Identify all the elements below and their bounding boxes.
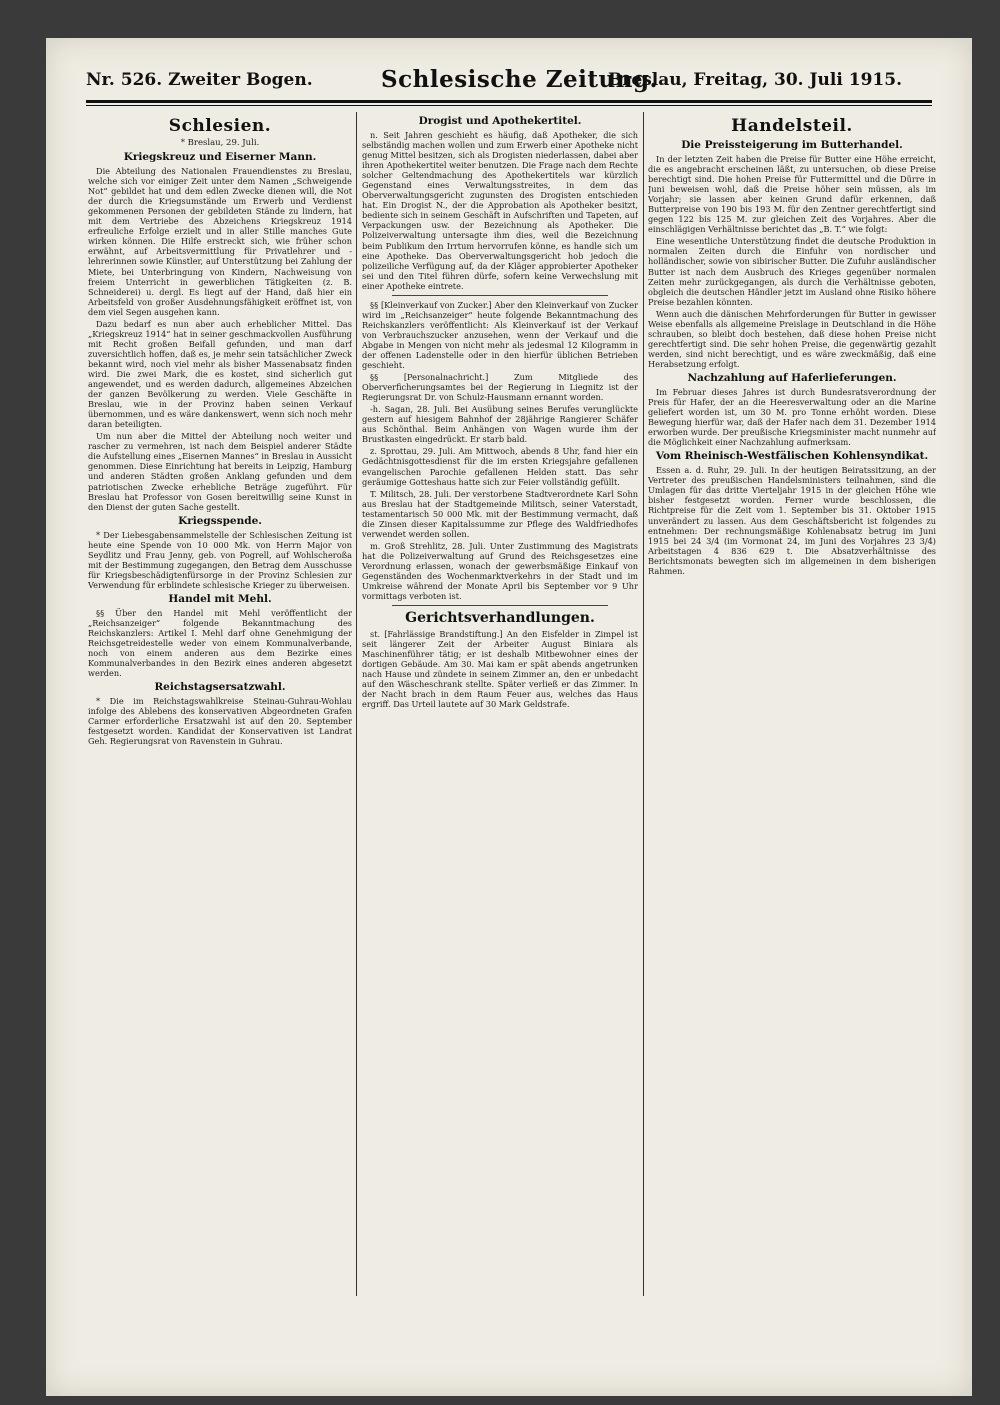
article-heading: Handel mit Mehl.: [168, 592, 272, 605]
divider: [392, 295, 608, 296]
paragraph: Die Abteilung des Nationalen Frauendienstes zu Breslau, welche sich vor einiger Zeit unter dem Namen „Schweigende Not“ gebildet hat und dem edlen Zwecke dienen will, die Not der durch die Kriegsumstände um Erwerb und Verdienst gekommenen Personen der gebildeten Stände zu lindern, hat mit dem Vertriebe des Abzeichens Kriegskreuz 1914 erfreuliche Erfolge erzielt und in aller Stille manches Gute wirken können. Die Hilfe erstreckt sich, wie früher schon erwähnt, auf Arbeitsvermittlung für Privatlehrer und -lehrerinnen sowie Künstler, auf Unterstützung bei Zahlung der Miete, bei Unterbringung von Kindern, Nachweisung von freiem Unterricht in gewerblichen Tätigkeiten (z. B. Schneiderei) u. dergl. Es liegt auf der Hand, daß hier ein Arbeitsfeld von großer Ausdehnungsfähigkeit eröffnet ist, von dem viel Segen ausgehen kann.: [88, 166, 352, 317]
paragraph: §§ Über den Handel mit Mehl veröffentlicht der „Reichsanzeiger“ folgende Bekanntmachung des Reichskanzlers: Artikel I. Mehl darf ohne Genehmigung der Reichsgetreidestelle weder von einem Kommunalverbande, noch von einem anderen aus dem Bezirke eines Kommunalverbandes in den Bezirk eines anderen abgesetzt werden.: [88, 607, 352, 679]
paragraph: Dazu bedarf es nun aber auch erheblicher Mittel. Das „Kriegskreuz 1914“ hat in seiner geschmackvollen Ausführung mit Recht großen Beifall gefunden, und man darf zuversichtlich hoffen, daß es, je mehr sein tatsächlicher Zweck bekannt wird, noch viel mehr als bisher Massenabsatz finden wird. Die zwei Mark, die es kostet, sind sicherlich gut angewendet, und es werden dadurch, allgemeines Abzeichen der ganzen Bevölkerung zu werden. Viele Geschäfte in Breslau, wie in der Provinz haben seinen Verkauf übernommen, und es wäre dankenswert, wenn sich noch mehr daran beteiligten.: [88, 318, 352, 430]
article-heading: Drogist und Apothekertitel.: [418, 115, 582, 127]
column-handelsteil: [648, 112, 936, 1306]
paragraph: * Der Liebesgabensammelstelle der Schlesischen Zeitung ist heute eine Spende von 10 000 Mk. von Herrn Major von Seydlitz und Frau Jenny, geb. von Pogrell, auf Wohlscheroßa mit der Bestimmung zugegangen, den Betrag dem Ausschusse für Kriegsbeschädigtenfürsorge in der Provinz Schlesien zur Verwendung für erblindete schlesische Krieger zu überweisen.: [88, 529, 352, 590]
paragraph: n. Seit Jahren geschieht es häufig, daß Apotheker, die sich selbständig machen wollen und zum Erwerb einer Apotheke nicht genug Mittel besitzen, sich als Drogisten niederlassen, dabei aber ihren Apothekertitel weiter benutzen. Die Frage nach dem Rechte solcher Geltendmachung des Apothekertitels war kürzlich Gegenstand eines Verwaltungsstreites, in dem das Oberverwaltungsgericht zugunsten des Drogisten entschieden hat. Ein Drogist N., der die Approbation als Apotheker besitzt, bediente sich in seinem Geschäft in Aufschriften und Tapeten, auf Verpackungen usw. der Bezeichnung als Apotheker. Die Polizeiverwaltung untersagte ihm dies, weil die Bezeichnung beim Publikum den Irrtum hervorrufen könne, es handle sich um eine Apotheke. Das Oberverwaltungsgericht hob jedoch die polizeiliche Verfügung auf, da der Kläger approbierter Apotheker sei und den Titel führen dürfe, sofern keine Verwechslung mit einer Apotheke eintrete.: [362, 130, 638, 291]
column-divider: [643, 112, 644, 1296]
article-heading: Nachzahlung auf Haferlieferungen.: [687, 371, 897, 384]
article-heading: Reichstagsersatzwahl.: [154, 681, 286, 694]
paragraph: z. Sprottau, 29. Juli. Am Mittwoch, abends 8 Uhr, fand hier ein Gedächtnisgottesdienst für die im ersten Kriegsjahre gefallenen evangelischen Parochie gefallenen Helden statt. Das sehr geräumige Gotteshaus hatte sich zur Feier vollständig gefüllt.: [362, 446, 638, 487]
paragraph: §§ [Personalnachricht.] Zum Mitgliede des Oberverficherungsamtes bei der Regierung in Liegnitz ist der Regierungsrat Dr. von Schulz-Hausmann ernannt worden.: [362, 372, 638, 403]
column-schlesien: [88, 112, 352, 1306]
newspaper-page: [46, 38, 972, 1396]
section-heading: Gerichtsverhandlungen.: [405, 610, 595, 627]
article-heading: Kriegsspende.: [178, 514, 262, 527]
column-divider: [356, 112, 357, 1296]
paragraph: m. Groß Strehlitz, 28. Juli. Unter Zustimmung des Magistrats hat die Polizeiverwaltung auf Grund des Reichsgesetzes eine Verordnung erlassen, wonach der gewerbsmäßige Einkauf von Gegenständen des Wochenmarktverkehrs in der Stadt und im Umkreise während der Monate April bis September vor 9 Uhr vormittags verboten ist.: [362, 540, 638, 602]
issue-date: Breslau, Freitag, 30. Juli 1915.: [608, 70, 902, 90]
masthead-rule: [86, 100, 932, 103]
section-heading: Schlesien.: [168, 116, 272, 136]
paragraph: In der letzten Zeit haben die Preise für Butter eine Höhe erreicht, die es angebracht erscheinen läßt, zu untersuchen, ob diese Preise berechtigt sind. Die hohen Preise für Futtermittel und die Dürre in Juni beweisen wohl, daß die Preise höher sein müssen, als im Vorjahr; sie lassen aber keinen Grund dafür erkennen, daß Butterpreise von 190 bis 193 M. für den Zentner gerechtfertigt sind gegen 122 bis 125 M. zur gleichen Zeit des Vorjahres. Aber die einschlägigen Verhältnisse berichtet das „B. T.“ wie folgt:: [648, 154, 936, 235]
paragraph: §§ [Kleinverkauf von Zucker.] Aber den Kleinverkauf von Zucker wird im „Reichsanzeiger“ heute folgende Bekanntmachung des Reichskanzlers veröffentlicht: Als Kleinverkauf ist der Verkauf von Verbrauchszucker anzusehen, wenn der Verkauf und die Abgabe in Mengen von nicht mehr als jedesmal 12 Kilogramm in der offenen Ladenstelle oder in den hierfür üblichen Betrieben geschieht.: [362, 299, 638, 371]
article-heading: Die Preissteigerung im Butterhandel.: [681, 139, 903, 151]
paragraph: Wenn auch die dänischen Mehrforderungen für Butter in gewisser Weise ebenfalls als allgemeine Preislage in Deutschland in die Höhe schrauben, so bleibt doch bestehen, daß diese hohen Preise nicht gerechtfertigt sind. Die sehr hohen Preise, die gegenwärtig gezahlt werden, sind nicht berechtigt, und es wäre zweckmäßig, daß eine Herabsetzung erfolgt.: [648, 308, 936, 369]
newspaper-title: Schlesische Zeitung.: [381, 66, 659, 93]
paragraph: * Die im Reichstagswahlkreise Steinau-Guhrau-Wohlau infolge des Ablebens des konservativen Abgeordneten Grafen Carmer erforderliche Ersatzwahl ist auf den 20. September festgesetzt worden. Kandidat der Konservativen ist Landrat Geh. Regierungsrat von Ravenstein in Guhrau.: [88, 696, 352, 747]
masthead-rule-thin: [86, 105, 932, 106]
paragraph: st. [Fahrlässige Brandstiftung.] An den Eisfelder in Zimpel ist seit längerer Zeit der Arbeiter August Biniara als Maschinenführer tätig; er ist deshalb Mitbewohner eines der dortigen Gebäude. Am 30. Mai kam er spät abends angetrunken nach Hause und zündete in seinem Zimmer an, den er unbedacht auf den Wäscheschrank stellte. Später verließ er das Zimmer. In der Nacht brach in dem Raum Feuer aus, welches das Haus ergriff. Das Urteil lautete auf 30 Mark Geldstrafe.: [362, 629, 638, 710]
paragraph: T. Militsch, 28. Juli. Der verstorbene Stadtverordnete Karl Sohn aus Breslau hat der Stadtgemeinde Militsch, seiner Vaterstadt, testamentarisch 50 000 Mk. mit der Bestimmung vermacht, daß die Zinsen dieser Kapitalssumme zur Pflege des Waldfriedhofes verwendet werden sollen.: [362, 488, 638, 539]
issue-number: Nr. 526. Zweiter Bogen.: [86, 70, 313, 90]
divider: [392, 605, 608, 606]
paragraph: Im Februar dieses Jahres ist durch Bundesratsverordnung der Preis für Hafer, der an die Heeresverwaltung oder an die Marine geliefert worden ist, um 30 M. pro Tonne erhöht worden. Diese Bewegung hierfür war, daß der Hafer nach dem 31. Dezember 1914 erworben wurde. Der preußische Kriegsminister macht nunmehr auf die Möglichkeit einer Nachzahlung aufmerksam.: [648, 386, 936, 448]
column-drogist: [362, 112, 638, 1306]
paragraph: Essen a. d. Ruhr, 29. Juli. In der heutigen Beiratssitzung, an der Vertreter des preußischen Handelsministers teilnahmen, sind die Umlagen für das dritte Vierteljahr 1915 in der gleichen Höhe wie bisher festgesetzt worden. Ferner wurde beschlossen, die Richtpreise für die Zeit vom 1. September bis 31. Oktober 1915 unverändert zu lassen. Aus dem Geschäftsbericht ist folgendes zu entnehmen: Der rechnungsmäßige Kohlenabsatz betrug im Juni 1915 bei 24 3/4 (im Vormonat 24, im Juni des Vorjahres 23 3/4) Arbeitstagen 4 836 629 t. Die Absatzverhältnisse des Berichtsmonats bewegten sich im allgemeinen in dem bisherigen Rahmen.: [648, 465, 936, 576]
masthead: [46, 66, 972, 100]
paragraph: Um nun aber die Mittel der Abteilung noch weiter und rascher zu vermehren, ist nach dem Beispiel anderer Städte die Aufstellung eines „Eisernen Mannes“ in Breslau in Aussicht genommen. Diese Einrichtung hat bereits in Leipzig, Hamburg und anderen Städten großen Anklang gefunden und dem patriotischen Zwecke erhebliche Beträge zugeführt. Für Breslau hat Professor von Gosen bereitwillig seine Kunst in den Dienst der guten Sache gestellt.: [88, 431, 352, 512]
article-heading: Kriegskreuz und Eiserner Mann.: [123, 151, 317, 164]
dateline: * Breslau, 29. Juli.: [180, 138, 260, 148]
section-heading: Handelsteil.: [731, 116, 853, 136]
paragraph: Eine wesentliche Unterstützung findet die deutsche Produktion in normalen Zeiten durch die Einfuhr von nordischer und holländischer, sowie von sibirischer Butter. Die Zufuhr ausländischer Butter ist nach dem Ausbruch des Krieges gegenüber normalen Zeiten mehr zurückgegangen, als durch die Verhältnisse geboten, obgleich die deutschen Händler jetzt im Ausland ohne Risiko höhere Preise bezahlen könnten.: [648, 236, 936, 307]
paragraph: -h. Sagan, 28. Juli. Bei Ausübung seines Berufes verunglückte gestern auf hiesigem Bahnhof der 28jährige Rangierer Schäfer aus Schönthal. Beim Anhängen von Wagen wurde ihm der Brustkasten eingedrückt. Er starb bald.: [362, 404, 638, 445]
article-heading: Vom Rheinisch-Westfälischen Kohlensyndikat.: [655, 450, 929, 463]
